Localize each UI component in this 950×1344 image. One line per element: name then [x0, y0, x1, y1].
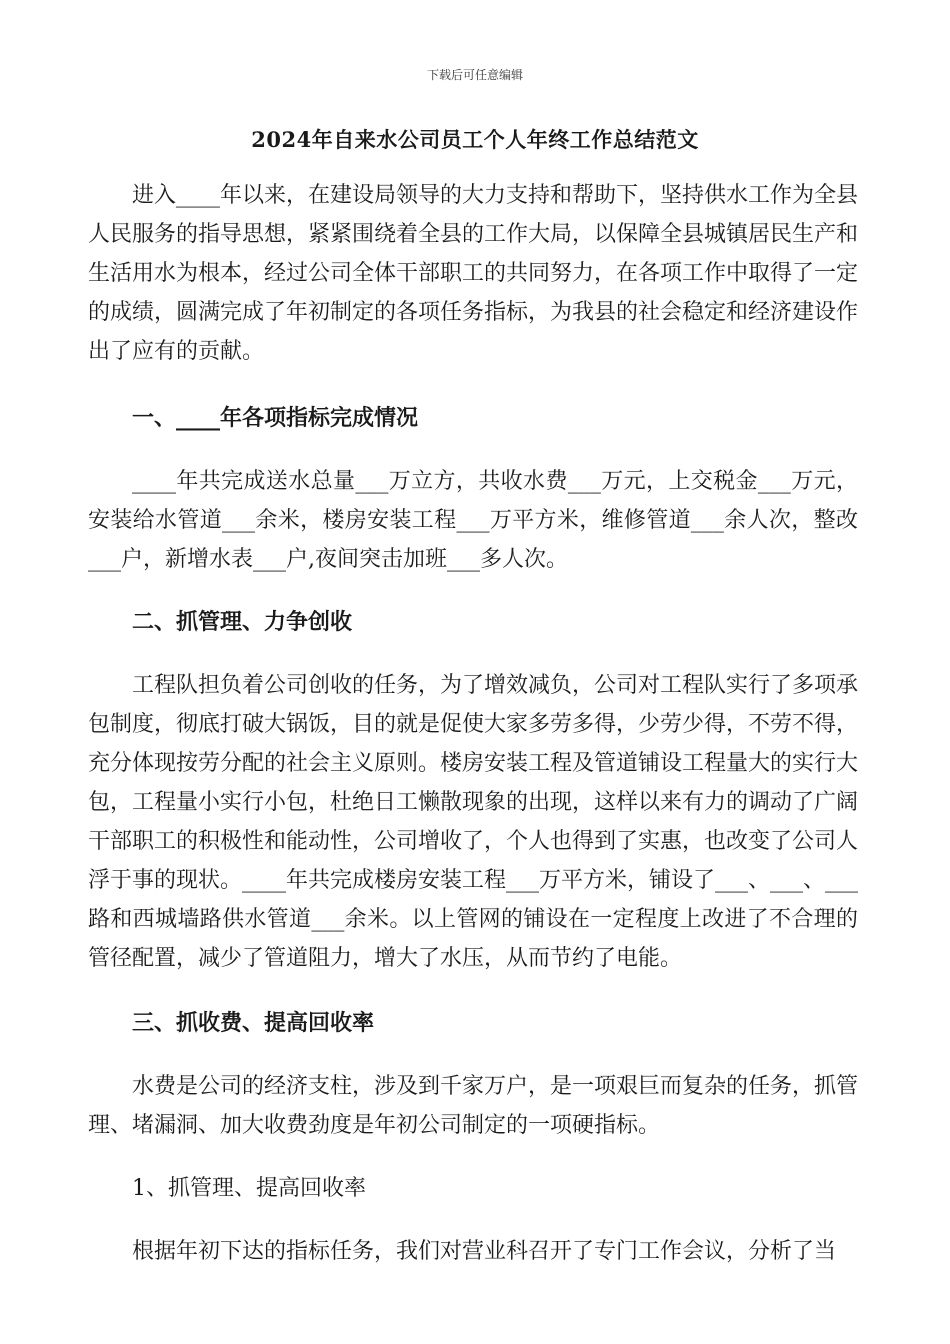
section-2-paragraph: 工程队担负着公司创收的任务，为了增效减负，公司对工程队实行了多项承包制度，彻底打破大锅饭，目的就是促使大家多劳多得，少劳少得，不劳不得，充分体现按劳分配的社会主义原则。楼房安装工程及管道铺设工程量大的实行大包，工程量小实行小包，杜绝日工懒散现象的出现，这样以来有力的调动了广阔干部职工的积极性和能动性，公司增收了，个人也得到了实惠，也改变了公司人浮于事的现状。____年共完成楼房安装工程___万平方米，铺设了___、___、___路和西城墙路供水管道___余米。以上管网的铺设在一定程度上改进了不合理的管径配置，减少了管道阻力，增大了水压，从而节约了电能。 — [88, 673, 859, 971]
subsection-1-paragraph: 根据年初下达的指标任务，我们对营业科召开了专门工作会议，分析了当 — [132, 1239, 837, 1264]
section-1-heading: 一、____年各项指标完成情况 — [132, 405, 419, 431]
subsection-1-heading: 1、抓管理、提高回收率 — [132, 1176, 366, 1201]
section-2-heading: 二、抓管理、力争创收 — [132, 609, 353, 635]
section-3-heading: 三、抓收费、提高回收率 — [132, 1010, 375, 1036]
document-body — [88, 176, 858, 1271]
section-1-paragraph: ____年共完成送水总量___万立方，共收水费___万元，上交税金___万元，安装给水管道___余米，楼房安装工程___万平方米，维修管道___余人次，整改___户，新增水表___户,夜间突击加班___多人次。 — [88, 469, 858, 572]
document-title: 2024年自来水公司员工个人年终工作总结范文 — [251, 127, 699, 152]
section-3-paragraph: 水费是公司的经济支柱，涉及到千家万户，是一项艰巨而复杂的任务，抓管理、堵漏洞、加大收费劲度是年初公司制定的一项硬指标。 — [88, 1074, 859, 1138]
intro-paragraph: 进入____年以来，在建设局领导的大力支持和帮助下，坚持供水工作为全县人民服务的指导思想，紧紧围绕着全县的工作大局，以保障全县城镇居民生产和生活用水为根本，经过公司全体干部职工的共同努力，在各项工作中取得了一定的成绩，圆满完成了年初制定的各项任务指标，为我县的社会稳定和经济建设作出了应有的贡献。 — [88, 183, 859, 364]
header-note: 下载后可任意编辑 — [426, 68, 523, 82]
